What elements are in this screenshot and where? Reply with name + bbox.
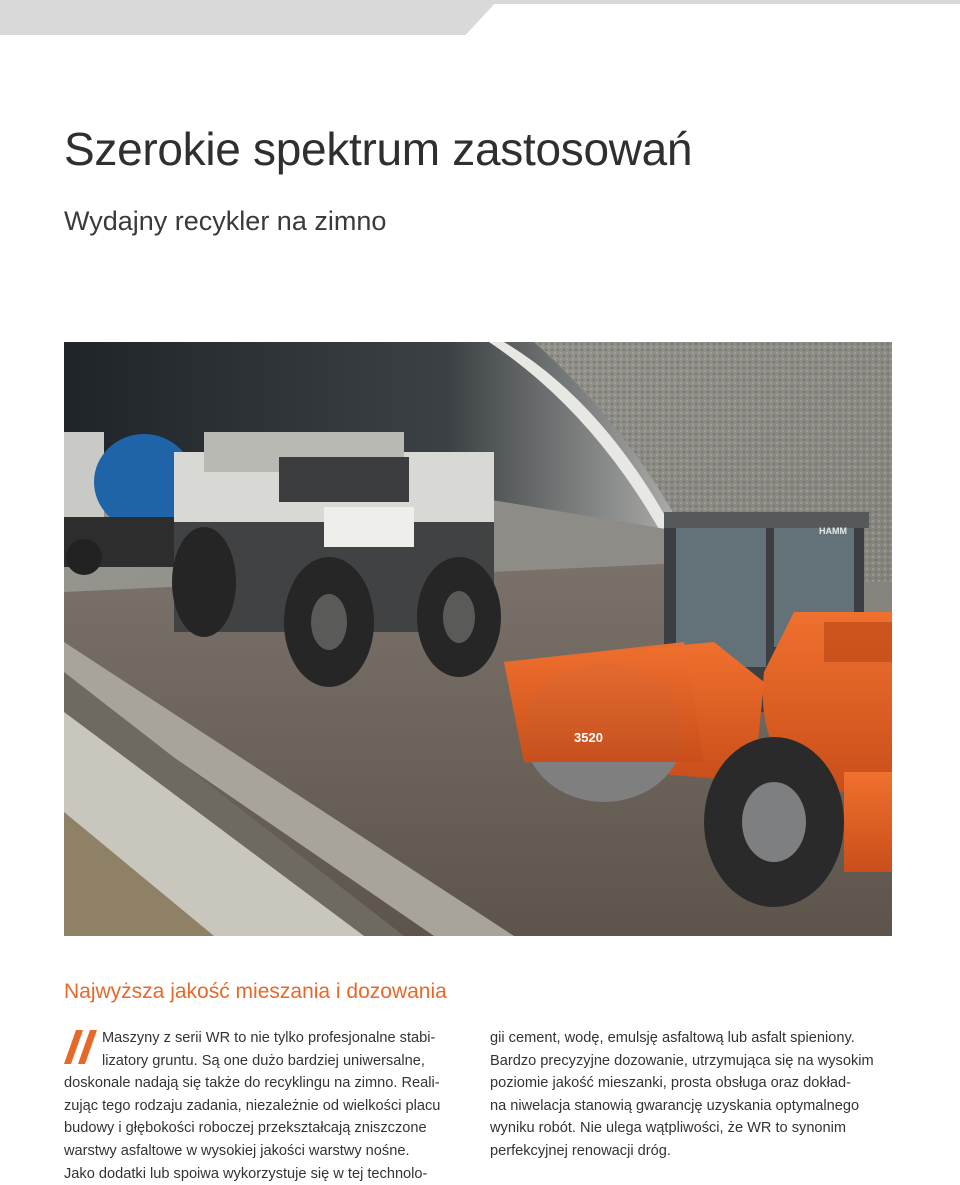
roller-brand-label: HAMM [819,526,847,536]
roller-model-label: 3520 [574,730,603,745]
top-band [0,0,498,35]
body-paragraph-right: gii cement, wodę, emulsję asfaltową lub asfalt spieniony. Bardzo precyzyjne dozowanie, utrzymująca się na wysokim poziomie jakość mieszanki, prosta obsługa oraz dokład- na niwelacja stanowią gwarancję uzyskania optymalnego wyniku robót. Nie ulega wątpliwości, że WR to synonim perfekcyjnej renowacji dróg. [490,1030,874,1159]
intro-line-2: lizatory gruntu. Są one dużo bardziej uniwersalne, [102,1052,425,1069]
body-paragraph-left: doskonale nadają się także do recyklingu na zimno. Reali- zując tego rodzaju zadania, niezależnie od wielkości placu budowy i głębokości roboczej przekształcają zniszczone warstwy asfaltowe w wysokiej jakości warstwy nośne. Jako dodatki lub spoiwa wykorzystuje się w tej technolo- [64,1075,441,1182]
body-text-right [490,1027,900,1163]
page-title: Szerokie spektrum zastosowań [64,123,693,175]
intro-line-1: Maszyny z serii WR to nie tylko profesjonalne stabi- [102,1030,436,1046]
tunnel-construction-photo [64,342,892,936]
body-text-left [64,1027,468,1185]
page-subtitle: Wydajny recykler na zimno [64,206,387,236]
section-heading: Najwyższa jakość mieszania i dozowania [64,980,447,1003]
